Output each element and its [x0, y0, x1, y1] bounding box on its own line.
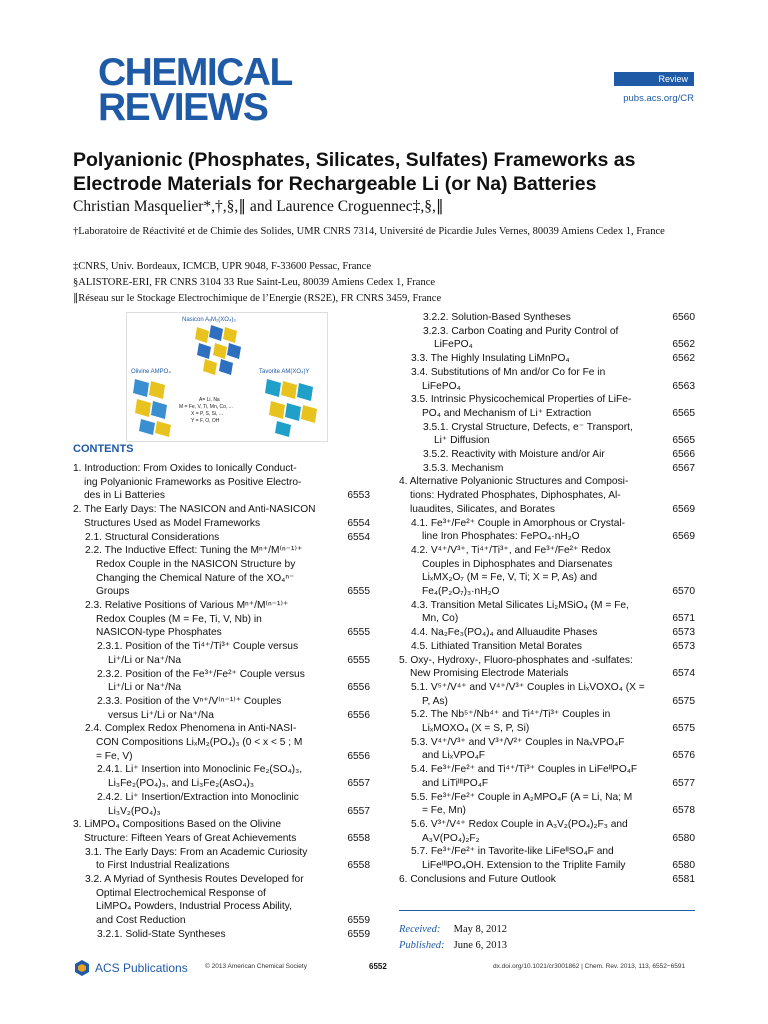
toc-page-number: 6574: [672, 668, 695, 680]
toc-entry-line[interactable]: 5.4. Fe³⁺/Fe²⁺ and Ti⁴⁺/Ti³⁺ Couples in LiFeᴵᴵPO₄F: [411, 764, 638, 776]
toc-page-number: 6555: [347, 627, 370, 639]
toc-page-number: 6562: [672, 339, 695, 351]
toc-entry-line[interactable]: 4.2. V⁴⁺/V³⁺, Ti⁴⁺/Ti³⁺, and Fe³⁺/Fe²⁺ Redox: [411, 544, 611, 556]
toc-entry-line[interactable]: LiₓMOXO₄ (X = S, P, Si): [422, 723, 530, 734]
published-row: [399, 938, 507, 954]
toc-entry-line[interactable]: 3.5.3. Mechanism: [423, 462, 504, 474]
toc-entry-line[interactable]: 5.1. V⁵⁺/V⁴⁺ and V⁴⁺/V³⁺ Couples in LiₓVOXO₄ (X =: [411, 681, 645, 693]
toc-right-column: [399, 311, 695, 891]
toc-page-number: 6556: [347, 750, 370, 762]
journal-name-line1: CHEMICAL: [98, 51, 292, 94]
toc-page-number: 6553: [347, 490, 370, 502]
copyright-text: © 2013 American Chemical Society: [205, 963, 307, 970]
toc-page-number: 6580: [672, 832, 695, 844]
toc-entry-line[interactable]: 2.4. Complex Redox Phenomena in Anti-NASI-: [85, 723, 297, 735]
affiliation-2: ‡CNRS, Univ. Bordeaux, ICMCB, UPR 9048, F-33600 Pessac, France: [73, 261, 371, 272]
toc-entry-line[interactable]: A₃V(PO₄)₂F₂: [422, 832, 480, 844]
doi-link[interactable]: dx.doi.org/10.1021/cr3001862 | Chem. Rev. 2013, 113, 6552−6591: [493, 963, 686, 970]
toc-entry-line[interactable]: 3.2. A Myriad of Synthesis Routes Developed for: [85, 874, 304, 885]
toc-entry-line[interactable]: LiₓMX₂O₇ (M = Fe, V, Ti; X = P, As) and: [422, 572, 597, 584]
toc-graphic: [126, 312, 328, 442]
toc-page-number: 6573: [672, 627, 695, 639]
toc-entry-line[interactable]: Li⁺ Diffusion: [434, 435, 490, 447]
toc-entry-line[interactable]: Groups: [96, 586, 130, 598]
toc-entry-line[interactable]: Structures Used as Model Frameworks: [84, 517, 261, 529]
figure-legend-y: Y = F, O, OH: [191, 418, 220, 424]
toc-entry-line[interactable]: NASICON-type Phosphates: [96, 627, 222, 639]
toc-entry-line[interactable]: and Cost Reduction: [96, 915, 186, 927]
toc-entry-line[interactable]: LiFeᴵᴵᴵPO₄OH. Extension to the Triplite Family: [422, 860, 626, 871]
toc-page-number: 6581: [672, 873, 695, 885]
journal-name-line2: REVIEWS: [98, 86, 268, 129]
toc-entry-line[interactable]: and LiTiᴵᴵᴵPO₄F: [422, 777, 489, 789]
contents-heading: CONTENTS: [73, 443, 134, 455]
toc-entry-line[interactable]: 6. Conclusions and Future Outlook: [399, 873, 556, 885]
toc-entry-line[interactable]: versus Li⁺/Li or Na⁺/Na: [108, 709, 214, 721]
affiliation-1: †Laboratoire de Réactivité et de Chimie des Solides, UMR CNRS 7314, Université de Picardie Jules Vernes, 80039 Amiens Cedex 1, France: [73, 226, 665, 237]
toc-entry-line[interactable]: ing Polyanionic Frameworks as Positive Electro-: [84, 476, 302, 488]
toc-entry-line[interactable]: LiFePO₄: [434, 339, 473, 351]
toc-page-number: 6556: [347, 682, 370, 694]
toc-entry-line[interactable]: 5.5. Fe³⁺/Fe²⁺ Couple in A₂MPO₄F (A = Li, Na; M: [411, 791, 633, 803]
toc-entry-line[interactable]: PO₄ and Mechanism of Li⁺ Extraction: [422, 407, 592, 419]
toc-page-number: 6557: [347, 805, 370, 817]
published-label: Published:: [399, 940, 445, 951]
toc-page-number: 6565: [672, 407, 695, 419]
publisher-name: ACS Publications: [95, 961, 188, 975]
toc-entry-line[interactable]: 4.5. Lithiated Transition Metal Borates: [411, 640, 583, 652]
figure-label-olivine: Olivine AMPO₄: [131, 369, 171, 375]
acs-hexagon-icon: [73, 959, 91, 977]
toc-entry-line[interactable]: 2. The Early Days: The NASICON and Anti-NASICON: [73, 504, 316, 516]
toc-entry-line[interactable]: and LiₓVPO₄F: [422, 750, 485, 762]
toc-entry-line[interactable]: line Iron Phosphates: FePO₄·nH₂O: [422, 531, 580, 543]
toc-page-number: 6559: [347, 928, 370, 940]
toc-entry-line[interactable]: Optimal Electrochemical Response of: [96, 887, 266, 899]
toc-page-number: 6555: [347, 654, 370, 666]
toc-entry-line[interactable]: = Fe, V): [96, 750, 133, 762]
toc-entry-line[interactable]: 1. Introduction: From Oxides to Ionically Conduct-: [73, 463, 297, 474]
tavorite-structure: [265, 379, 317, 437]
page-number: 6552: [369, 962, 387, 971]
toc-entry-line[interactable]: 4. Alternative Polyanionic Structures and Composi-: [399, 476, 629, 488]
journal-logo: [98, 51, 292, 129]
figure-legend-m: M = Fe, V, Ti, Mn, Co, ...: [179, 404, 233, 410]
toc-entry-line[interactable]: 4.3. Transition Metal Silicates Li₂MSiO₄ (M = Fe,: [411, 599, 629, 611]
acs-publications-logo: [73, 957, 193, 979]
toc-entry-line[interactable]: 2.3. Relative Positions of Various Mⁿ⁺/M⁽ⁿ⁻¹⁾⁺: [85, 600, 289, 611]
toc-entry-line[interactable]: 3.4. Substitutions of Mn and/or Co for Fe in: [411, 366, 606, 378]
toc-page-number: 6560: [672, 312, 695, 323]
dates-divider: [399, 910, 695, 911]
toc-entry-line[interactable]: 2.3.3. Position of the Vⁿ⁺/V⁽ⁿ⁻¹⁾⁺ Couples: [97, 695, 282, 707]
toc-entry-line[interactable]: 2.4.2. Li⁺ Insertion/Extraction into Monoclinic: [97, 791, 299, 803]
toc-entry-line[interactable]: 5.2. The Nb⁵⁺/Nb⁴⁺ and Ti⁴⁺/Ti³⁺ Couples in: [411, 709, 611, 721]
toc-page-number: 6562: [672, 353, 695, 365]
toc-entry-line[interactable]: Mn, Co): [422, 613, 459, 625]
received-label: Received:: [399, 924, 441, 935]
toc-entry-line[interactable]: 2.4.1. Li⁺ Insertion into Monoclinic Fe₂(SO₄)₃,: [97, 764, 303, 776]
toc-entry-line[interactable]: Structure: Fifteen Years of Great Achievements: [84, 832, 297, 844]
toc-page-number: 6559: [347, 915, 370, 927]
toc-entry-line[interactable]: 2.3.1. Position of the Ti⁴⁺/Ti³⁺ Couple versus: [97, 641, 299, 653]
toc-entry-line[interactable]: LiFePO₄: [422, 380, 461, 392]
toc-page-number: 6558: [347, 832, 370, 844]
toc-page-number: 6567: [672, 462, 695, 474]
toc-entry-line[interactable]: 3.2.2. Solution-Based Syntheses: [423, 312, 571, 323]
toc-page-number: 6571: [672, 613, 695, 625]
toc-entry-line[interactable]: 4.4. Na₂Fe₃(PO₄)₄ and Alluaudite Phases: [411, 627, 598, 639]
toc-entry-line[interactable]: to First Industrial Realizations: [96, 860, 230, 872]
toc-entry-line[interactable]: 3.2.3. Carbon Coating and Purity Control of: [423, 325, 619, 337]
affiliation-4: ∥Réseau sur le Stockage Electrochimique de l’Energie (RS2E), FR CNRS 3459, France: [73, 293, 442, 304]
affiliation-3: §ALISTORE-ERI, FR CNRS 3104 33 Rue Saint-Leu, 80039 Amiens Cedex 1, France: [73, 277, 436, 288]
toc-left-column: [73, 462, 370, 952]
toc-entry-line[interactable]: 3.5.1. Crystal Structure, Defects, e⁻ Transport,: [423, 421, 633, 433]
toc-entry-line[interactable]: 5.7. Fe³⁺/Fe²⁺ in Tavorite-like LiFeᴵᴵSO₄F and: [411, 846, 614, 858]
toc-entry-line[interactable]: LiMPO₄ Powders, Industrial Process Ability,: [96, 901, 292, 913]
toc-page-number: 6569: [672, 531, 695, 543]
toc-page-number: 6565: [672, 435, 695, 447]
toc-entry-line[interactable]: P, As): [422, 695, 448, 707]
toc-page-number: 6555: [347, 586, 370, 598]
toc-entry-line[interactable]: Fe₄(P₂O₇)₃·nH₂O: [422, 586, 500, 597]
toc-entry-line[interactable]: Redox Couples (M = Fe, Ti, V, Nb) in: [96, 613, 262, 625]
crystal-structures-image: [127, 313, 327, 441]
toc-page-number: 6578: [672, 805, 695, 817]
nasicon-structure: [195, 325, 241, 375]
toc-page-number: 6580: [672, 860, 695, 871]
toc-entry-line[interactable]: des in Li Batteries: [84, 490, 165, 502]
toc-entry-line[interactable]: 3.5.2. Reactivity with Moisture and/or Air: [423, 449, 605, 460]
olivine-structure: [133, 379, 171, 437]
toc-entry-line[interactable]: Changing the Chemical Nature of the XO₄ⁿ⁻: [96, 572, 295, 584]
toc-page-number: 6554: [347, 531, 370, 543]
received-row: [399, 922, 507, 938]
toc-entry-line[interactable]: 5. Oxy-, Hydroxy-, Fluoro-phosphates and -sulfates:: [399, 654, 633, 666]
toc-page-number: 6575: [672, 695, 695, 707]
toc-entry-line[interactable]: New Promising Electrode Materials: [410, 668, 569, 680]
toc-entry-line[interactable]: 3.1. The Early Days: From an Academic Curiosity: [85, 846, 308, 858]
article-type-tab: Review: [614, 72, 694, 86]
toc-page-number: 6556: [347, 709, 370, 721]
toc-entry-line[interactable]: = Fe, Mn): [422, 805, 466, 817]
toc-entry-line[interactable]: 5.3. V⁴⁺/V³⁺ and V³⁺/V²⁺ Couples in NaₓVPO₄F: [411, 736, 625, 748]
author-list: [73, 197, 444, 216]
toc-entry-line[interactable]: 3. LiMPO₄ Compositions Based on the Olivine: [73, 819, 282, 831]
toc-entry-line[interactable]: 4.1. Fe³⁺/Fe²⁺ Couple in Amorphous or Crystal-: [411, 517, 626, 529]
toc-page-number: 6573: [672, 640, 695, 652]
toc-entry-line[interactable]: Redox Couple in the NASICON Structure by: [96, 558, 296, 570]
toc-entry-line[interactable]: CON Compositions LiₓM₂(PO₄)₃ (0 < x < 5 ; M: [96, 737, 303, 748]
toc-page-number: 6554: [347, 517, 370, 529]
figure-label-nasicon: Nasicon AₓM₂(XO₄)₃: [182, 317, 236, 323]
toc-entry-line[interactable]: Li₃V₂(PO₄)₃: [108, 805, 161, 817]
toc-entry-line[interactable]: Li⁺/Li or Na⁺/Na: [108, 682, 182, 694]
toc-entry-line[interactable]: 2.1. Structural Considerations: [85, 531, 220, 543]
figure-legend-a: A= Li, Na: [199, 397, 220, 403]
author-names: Christian Masquelier*,†,§,∥ and Laurence Croguennec‡,§,∥: [73, 198, 444, 215]
toc-entry-line[interactable]: Couples in Diphosphates and Diarsenates: [422, 558, 613, 570]
toc-page-number: 6558: [347, 860, 370, 872]
toc-entry-line[interactable]: Li₃Fe₂(PO₄)₃, and Li₃Fe₂(AsO₄)₃: [108, 778, 255, 790]
toc-page-number: 6557: [347, 778, 370, 790]
article-title: Polyanionic (Phosphates, Silicates, Sulfates) Frameworks as Electrode Materials for Rechargeable Li (or Na) Batteries: [73, 149, 636, 195]
toc-entry-line[interactable]: 5.6. V³⁺/V⁴⁺ Redox Couple in A₃V₂(PO₄)₂F₃ and: [411, 818, 628, 830]
toc-entry-line[interactable]: 2.3.2. Position of the Fe³⁺/Fe²⁺ Couple versus: [97, 668, 305, 680]
toc-page-number: 6577: [672, 777, 695, 789]
figure-label-tavorite: Tavorite AM(XO₄)Y: [259, 369, 310, 375]
published-date: June 6, 2013: [453, 940, 507, 951]
toc-page-number: 6566: [672, 449, 695, 460]
toc-page-number: 6570: [672, 586, 695, 597]
toc-entry-line[interactable]: 3.2.1. Solid-State Syntheses: [97, 928, 226, 940]
toc-entry-line[interactable]: 2.2. The Inductive Effect: Tuning the Mⁿ⁺/M⁽ⁿ⁻¹⁾⁺: [85, 545, 303, 557]
journal-url-link[interactable]: pubs.acs.org/CR: [623, 93, 694, 104]
toc-entry-line[interactable]: Li⁺/Li or Na⁺/Na: [108, 654, 182, 666]
received-date: May 8, 2012: [453, 924, 507, 935]
toc-page-number: 6575: [672, 723, 695, 734]
toc-page-number: 6563: [672, 380, 695, 392]
figure-legend-x: X = P, S, Si, ...: [191, 411, 224, 417]
toc-entry-line[interactable]: 3.3. The Highly Insulating LiMnPO₄: [411, 353, 570, 365]
toc-entry-line[interactable]: 3.5. Intrinsic Physicochemical Properties of LiFe-: [411, 394, 632, 406]
article-dates: [399, 922, 507, 954]
toc-entry-line[interactable]: luaudites, Silicates, and Borates: [410, 503, 555, 515]
toc-entry-line[interactable]: tions: Hydrated Phosphates, Diphosphates, Al-: [410, 490, 621, 502]
toc-page-number: 6576: [672, 750, 695, 762]
toc-page-number: 6569: [672, 503, 695, 515]
